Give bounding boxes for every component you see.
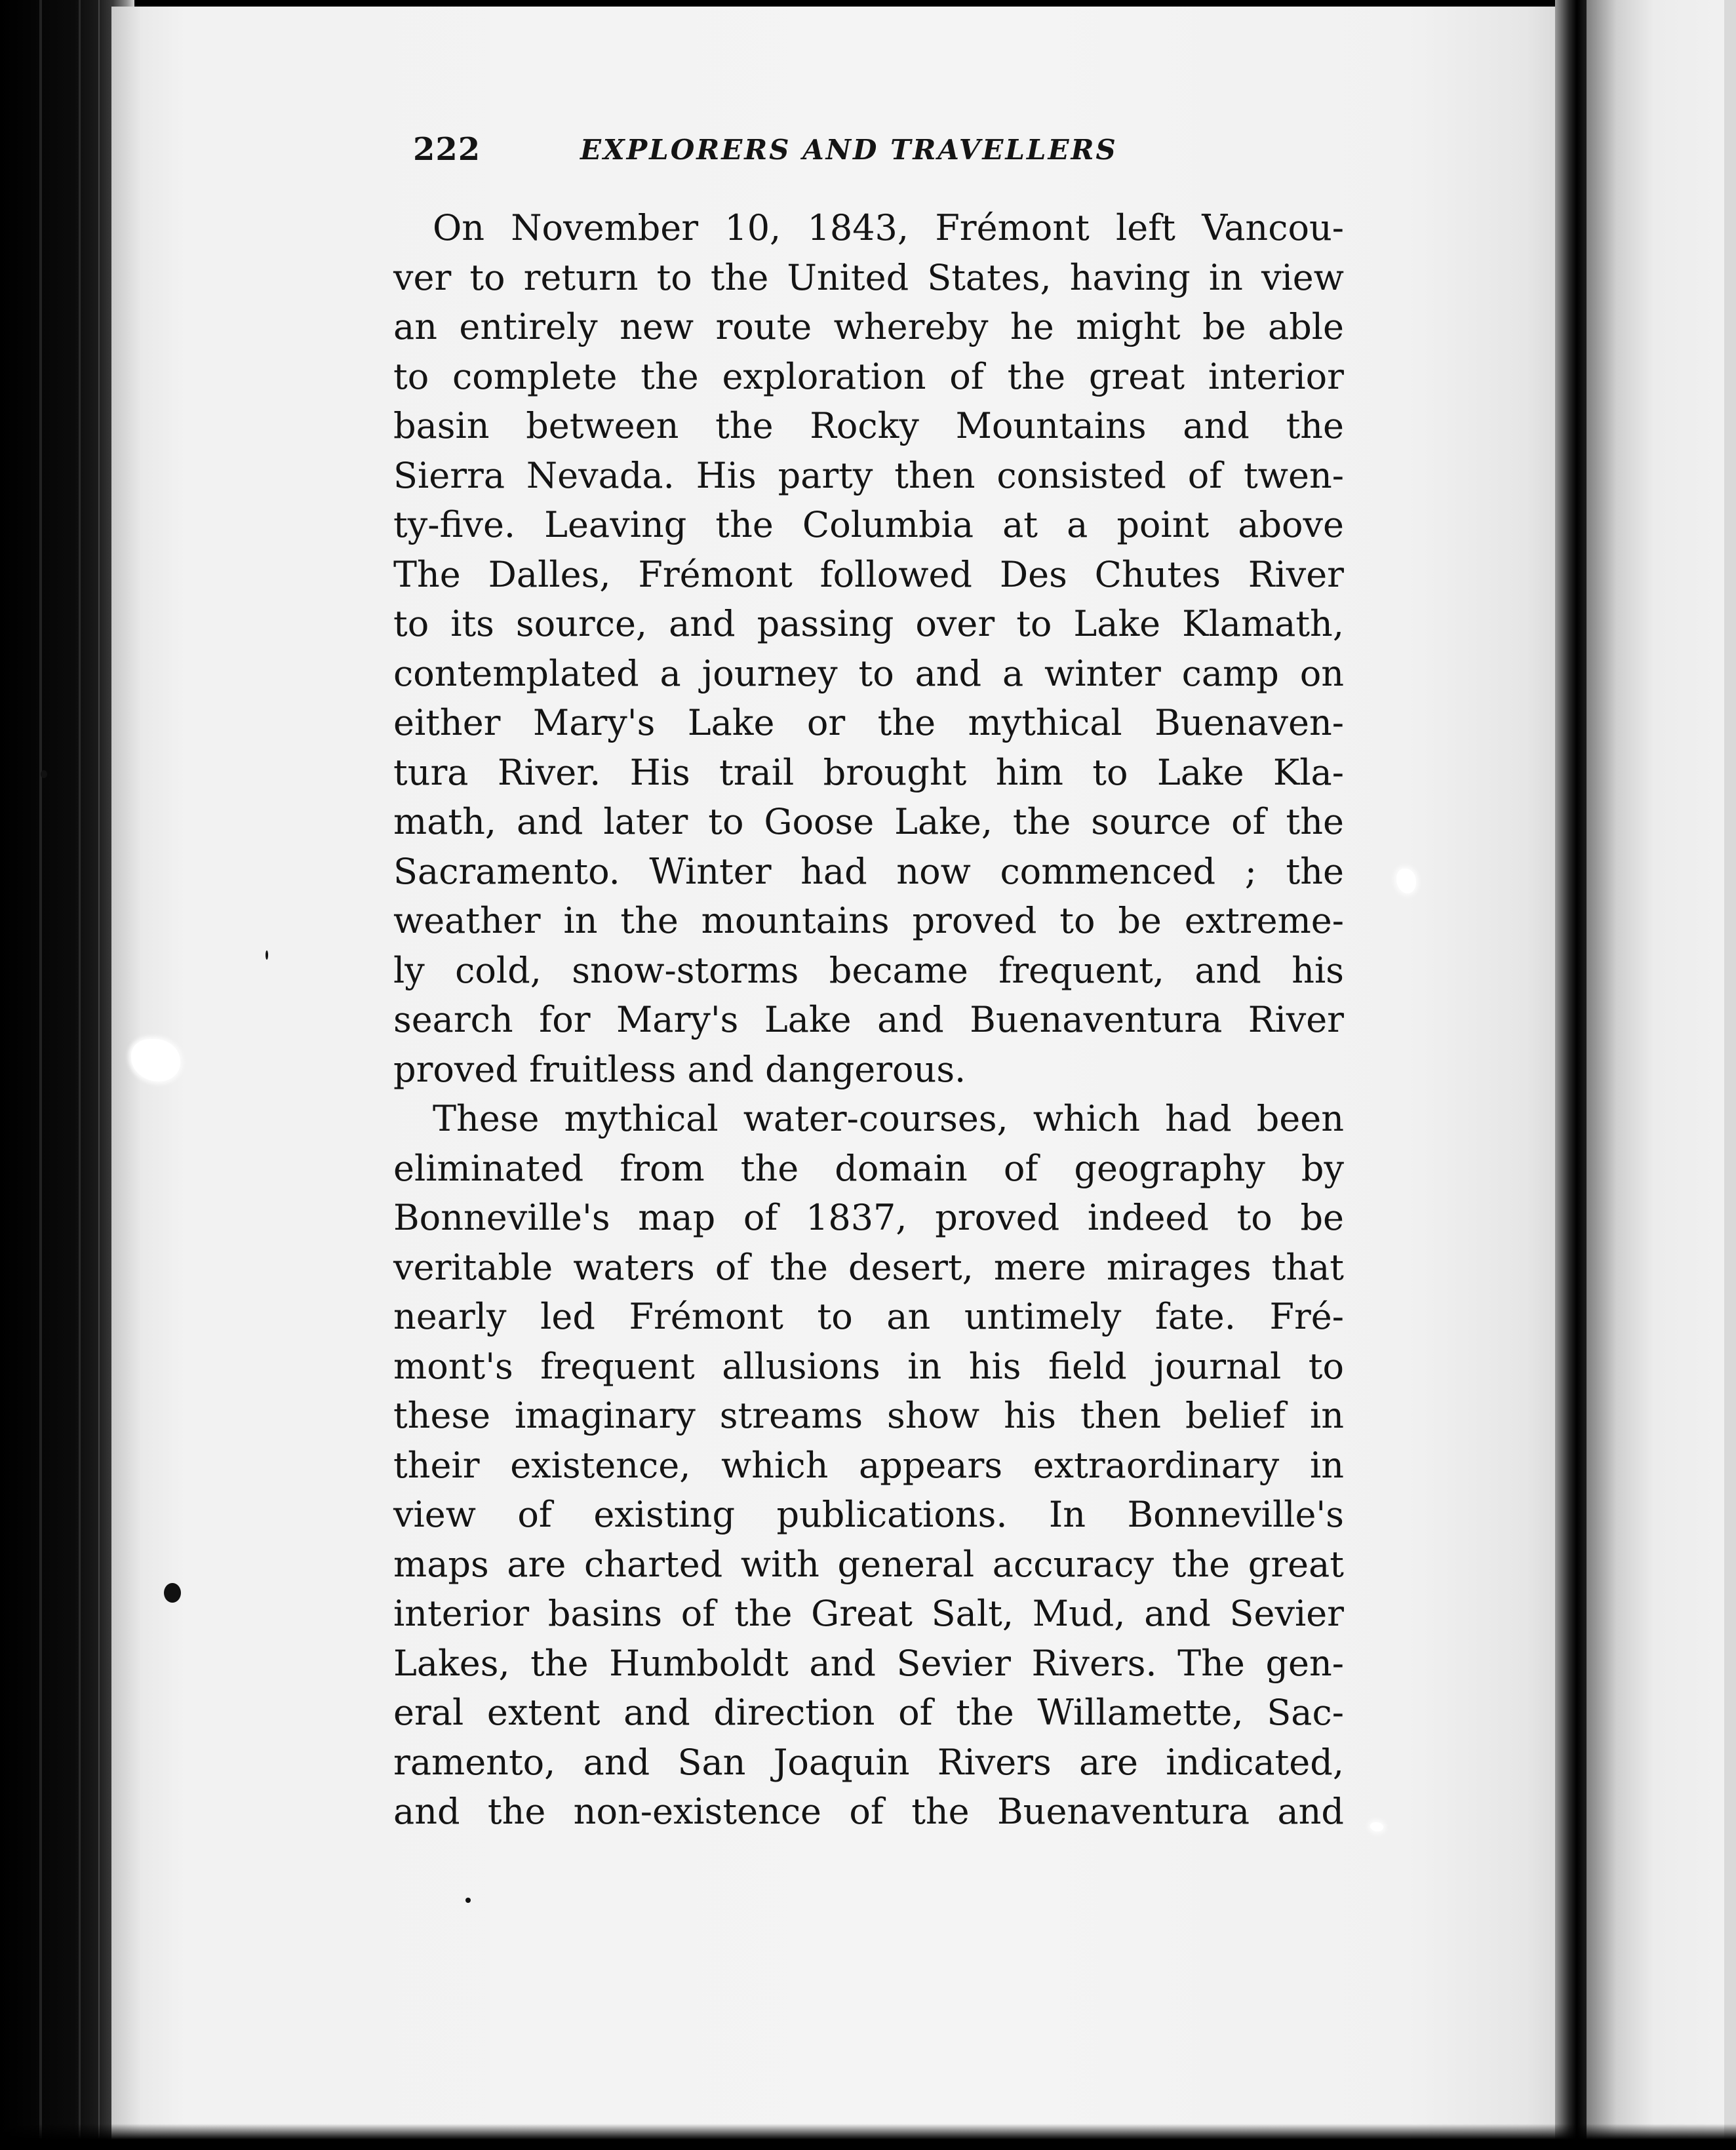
text-line: nearly led Frémont to an untimely fate. Fré- — [393, 1296, 1344, 1337]
text-line: Sierra Nevada. His party then consisted of twen- — [393, 454, 1344, 496]
text-line: maps are charted with general accuracy the great — [393, 1543, 1344, 1585]
scan-blemish — [1370, 1822, 1383, 1831]
text-line: to complete the exploration of the great interior — [393, 355, 1344, 397]
page-text-block — [393, 131, 1344, 1837]
text-line: to its source, and passing over to Lake Klamath, — [393, 603, 1344, 644]
text-line: tura River. His trail brought him to Lake Kla- — [393, 751, 1344, 793]
text-line: and the non-existence of the Buenaventura and — [393, 1791, 1344, 1832]
text-line: ly cold, snow-storms became frequent, and his — [393, 949, 1344, 991]
text-line: Lakes, the Humboldt and Sevier Rivers. The gen- — [393, 1642, 1344, 1684]
running-header-title: EXPLORERS AND TRAVELLERS — [580, 134, 1118, 166]
ink-speck — [164, 1583, 181, 1603]
text-line: The Dalles, Frémont followed Des Chutes River — [393, 553, 1344, 595]
text-line: contemplated a journey to and a winter camp on — [393, 652, 1344, 694]
text-line: their existence, which appears extraordinary in — [393, 1444, 1344, 1486]
ink-speck — [266, 950, 268, 960]
text-line: interior basins of the Great Salt, Mud, and Sevier — [393, 1593, 1344, 1634]
facing-page-margin — [1724, 0, 1736, 2150]
facing-page-edge — [1587, 0, 1736, 2150]
text-line: weather in the mountains proved to be extreme- — [393, 900, 1344, 941]
text-line: basin between the Rocky Mountains and the — [393, 405, 1344, 446]
text-line: eral extent and direction of the Willamette, Sac- — [393, 1692, 1344, 1733]
text-line: veritable waters of the desert, mere mirages that — [393, 1246, 1344, 1288]
text-line: On November 10, 1843, Frémont left Vancou- — [433, 207, 1344, 248]
text-line: Sacramento. Winter had now commenced ; the — [393, 850, 1344, 892]
ink-speck — [465, 1898, 471, 1903]
text-line: mont's frequent allusions in his field journal to — [393, 1345, 1344, 1387]
text-line: these imaginary streams show his then belief in — [393, 1395, 1344, 1436]
text-line: ramento, and San Joaquin Rivers are indicated, — [393, 1741, 1344, 1783]
ink-speck — [41, 770, 47, 778]
text-line: eliminated from the domain of geography by — [393, 1147, 1344, 1189]
text-line: math, and later to Goose Lake, the source of the — [393, 801, 1344, 842]
text-line: Bonneville's map of 1837, proved indeed to be — [393, 1197, 1344, 1238]
paragraph-1 — [393, 203, 1344, 1094]
text-line: either Mary's Lake or the mythical Buenaven- — [393, 702, 1344, 743]
page-number: 222 — [413, 131, 481, 168]
paragraph-2 — [393, 1094, 1344, 1837]
bottom-edge-shadow — [0, 2124, 1736, 2150]
text-line: ver to return to the United States, having in view — [393, 256, 1344, 298]
text-line: proved fruitless and dangerous. — [393, 1048, 966, 1090]
text-line: ty-five. Leaving the Columbia at a point above — [393, 504, 1344, 545]
text-line: an entirely new route whereby he might be able — [393, 306, 1344, 347]
running-head — [393, 131, 1344, 184]
text-line: These mythical water-courses, which had been — [433, 1098, 1344, 1139]
text-line: search for Mary's Lake and Buenaventura River — [393, 999, 1344, 1040]
text-line: view of existing publications. In Bonneville's — [393, 1494, 1344, 1535]
